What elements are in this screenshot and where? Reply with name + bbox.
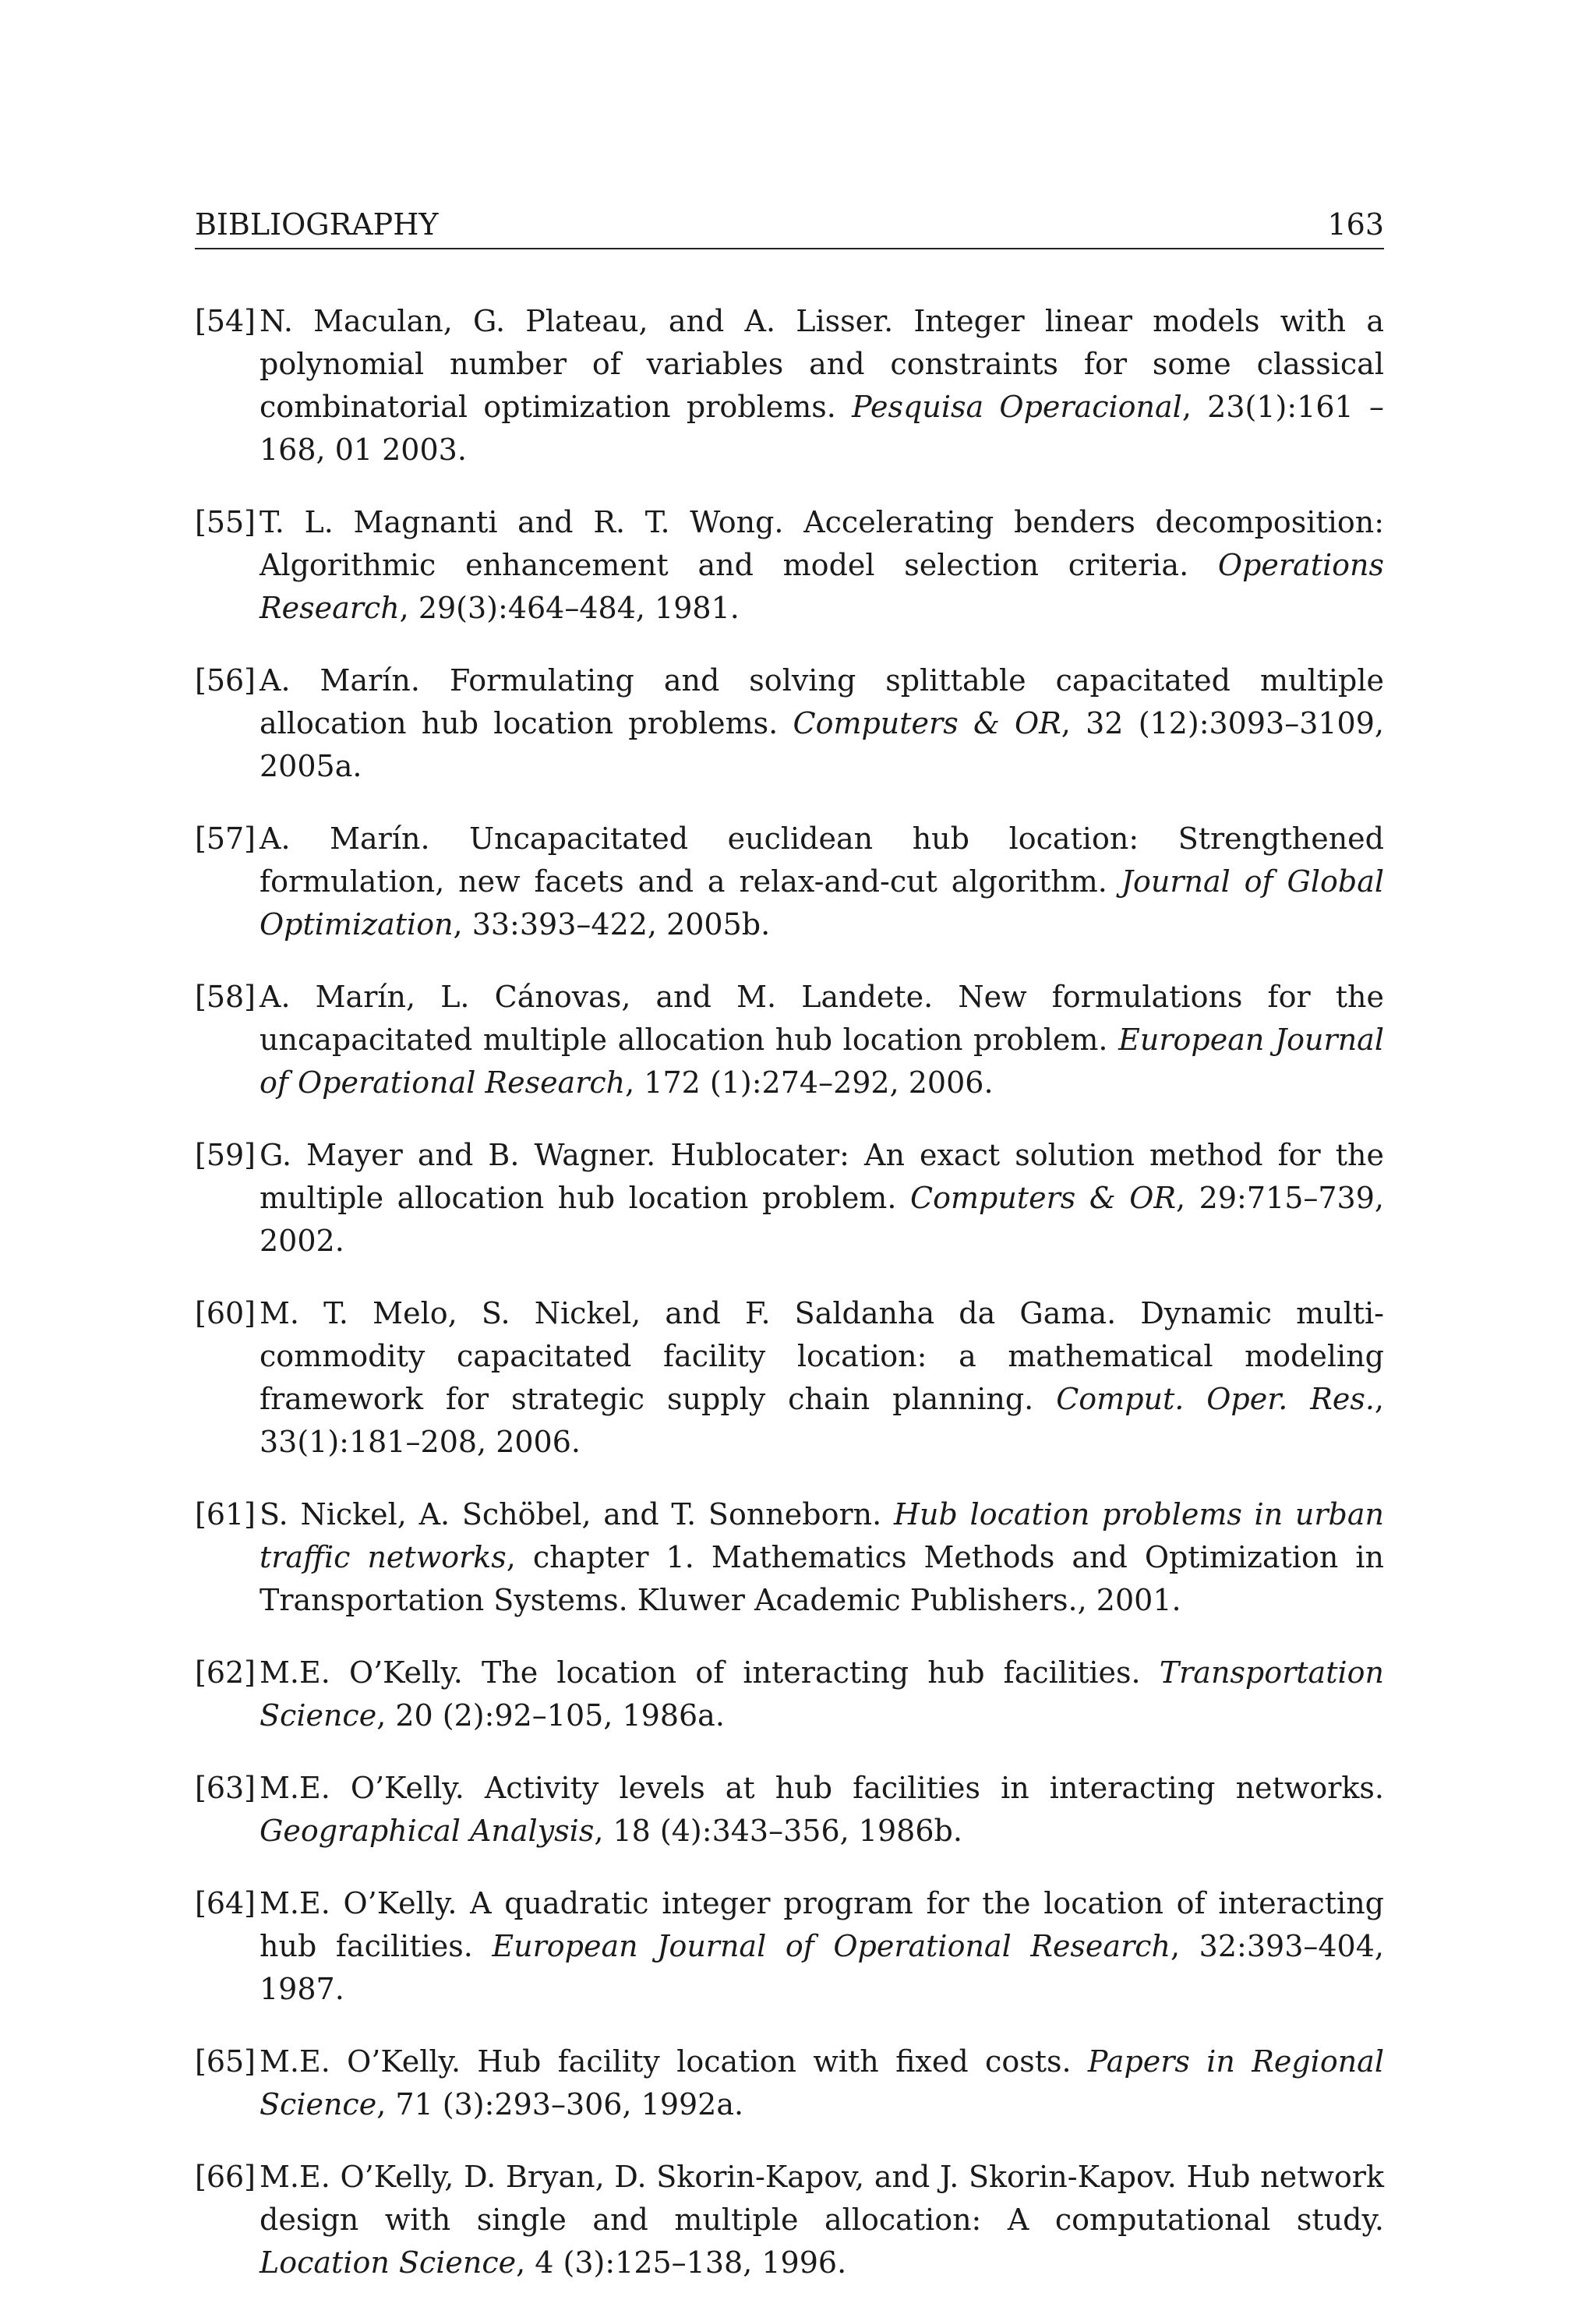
bib-authors-title: A. Marín. Uncapacitated euclidean hub location: Strengthened formulation, new facets and a relax-and-cut algorithm.	[260, 821, 1384, 899]
bib-venue: Journal of Global Optimization	[260, 864, 1385, 941]
bib-details: , 32 (12):3093–3109, 2005a.	[260, 706, 1384, 783]
bib-label: [56]	[195, 663, 256, 698]
page-header	[195, 201, 1384, 249]
bib-entry	[195, 300, 1384, 472]
bib-entry	[195, 1292, 1384, 1464]
bib-text	[260, 2160, 1384, 2280]
bib-venue: Comput. Oper. Res.	[1056, 1382, 1375, 1416]
bib-label: [58]	[195, 980, 256, 1014]
bib-label: [61]	[195, 1497, 256, 1531]
bib-details: , 32:393–404, 1987.	[260, 1929, 1384, 2006]
bib-authors-title: A. Marín, L. Cánovas, and M. Landete. New formulations for the uncapacitated multiple allocation hub location problem.	[260, 980, 1384, 1057]
bib-details: , 29(3):464–484, 1981.	[399, 591, 740, 625]
bib-venue: Operations Research	[260, 548, 1384, 625]
bib-entry	[195, 818, 1384, 946]
bib-text	[260, 1296, 1384, 1459]
bib-entry	[195, 1767, 1384, 1853]
bib-venue: Location Science	[260, 2245, 517, 2280]
bib-entry	[195, 501, 1384, 630]
bib-details: , 172 (1):274–292, 2006.	[625, 1065, 994, 1100]
bib-text	[260, 1886, 1384, 2006]
bib-label: [63]	[195, 1771, 256, 1805]
bib-entry	[195, 2156, 1384, 2284]
bib-text	[260, 1771, 1384, 1848]
bib-venue: Pesquisa Operacional	[852, 390, 1182, 424]
bib-venue: Hub location problems in urban traffic networks	[260, 1497, 1384, 1574]
bib-text	[260, 821, 1384, 941]
bib-text	[260, 304, 1384, 467]
bib-text	[260, 1497, 1384, 1617]
bib-details: , 71 (3):293–306, 1992a.	[376, 2087, 744, 2121]
bib-label: [65]	[195, 2044, 256, 2079]
bib-text	[260, 980, 1384, 1100]
page-number: 163	[1327, 207, 1384, 242]
bib-details: , 23(1):161 – 168, 01 2003.	[260, 390, 1384, 467]
bib-details: , 29:715–739, 2002.	[260, 1181, 1384, 1258]
bib-text	[260, 1138, 1384, 1258]
bib-label: [55]	[195, 505, 256, 539]
bib-entry	[195, 1882, 1384, 2011]
bib-label: [57]	[195, 821, 256, 856]
bib-label: [64]	[195, 1886, 256, 1920]
bib-entry	[195, 1134, 1384, 1263]
bib-authors-title: A. Marín. Formulating and solving splittable capacitated multiple allocation hub location problems.	[260, 663, 1384, 740]
bib-venue: Transportation Science	[260, 1655, 1384, 1733]
bib-authors-title: M.E. O’Kelly, D. Bryan, D. Skorin-Kapov, and J. Skorin-Kapov. Hub network design with single and multiple allocation: A computational study.	[260, 2160, 1384, 2237]
bib-authors-title: M. T. Melo, S. Nickel, and F. Saldanha da Gama. Dynamic multi-commodity capacitated facility location: a mathematical modeling framework for strategic supply chain planning.	[260, 1296, 1384, 1416]
bib-details: , 33(1):181–208, 2006.	[260, 1382, 1385, 1459]
bib-text	[260, 2044, 1384, 2121]
bib-text	[260, 663, 1384, 783]
bib-authors-title: S. Nickel, A. Schöbel, and T. Sonneborn.	[260, 1497, 882, 1531]
bib-venue: European Journal of Operational Research	[260, 1023, 1384, 1100]
bib-details: , 20 (2):92–105, 1986a.	[376, 1698, 725, 1733]
bib-authors-title: T. L. Magnanti and R. T. Wong. Accelerating benders decomposition: Algorithmic enhancement and model selection criteria.	[260, 505, 1384, 582]
bib-venue: Computers & OR	[793, 706, 1061, 740]
bib-venue: European Journal of Operational Research	[492, 1929, 1171, 1963]
bib-details: , 4 (3):125–138, 1996.	[516, 2245, 847, 2280]
bib-details: , chapter 1. Mathematics Methods and Optimization in Transportation Systems. Kluwer Academic Publishers., 2001.	[260, 1540, 1384, 1617]
bib-details: , 18 (4):343–356, 1986b.	[594, 1814, 962, 1848]
bib-entry	[195, 1493, 1384, 1622]
bib-entry	[195, 2040, 1384, 2126]
bibliography-list	[195, 300, 1384, 2314]
bib-venue: Computers & OR	[910, 1181, 1177, 1215]
bib-label: [62]	[195, 1655, 256, 1690]
bib-venue: Geographical Analysis	[260, 1814, 595, 1848]
bib-label: [59]	[195, 1138, 256, 1172]
bib-authors-title: G. Mayer and B. Wagner. Hublocater: An exact solution method for the multiple allocation hub location problem.	[260, 1138, 1384, 1215]
bib-authors-title: N. Maculan, G. Plateau, and A. Lisser. Integer linear models with a polynomial number of variables and constraints for some classical combinatorial optimization problems.	[260, 304, 1384, 424]
bib-authors-title: M.E. O’Kelly. A quadratic integer program for the location of interacting hub facilities.	[260, 1886, 1384, 1963]
bib-text	[260, 505, 1384, 625]
bib-entry	[195, 659, 1384, 788]
bib-authors-title: M.E. O’Kelly. The location of interacting hub facilities.	[260, 1655, 1141, 1690]
bib-authors-title: M.E. O’Kelly. Hub facility location with fixed costs.	[260, 2044, 1072, 2079]
bib-authors-title: M.E. O’Kelly. Activity levels at hub facilities in interacting networks.	[260, 1771, 1384, 1805]
bib-label: [54]	[195, 304, 256, 338]
bib-label: [60]	[195, 1296, 256, 1330]
bib-details: , 33:393–422, 2005b.	[453, 907, 771, 941]
bib-venue: Papers in Regional Science	[260, 2044, 1384, 2121]
bib-text	[260, 1655, 1384, 1733]
running-title: BIBLIOGRAPHY	[195, 207, 439, 242]
bib-entry	[195, 976, 1384, 1104]
bib-label: [66]	[195, 2160, 256, 2194]
bib-entry	[195, 1652, 1384, 1737]
